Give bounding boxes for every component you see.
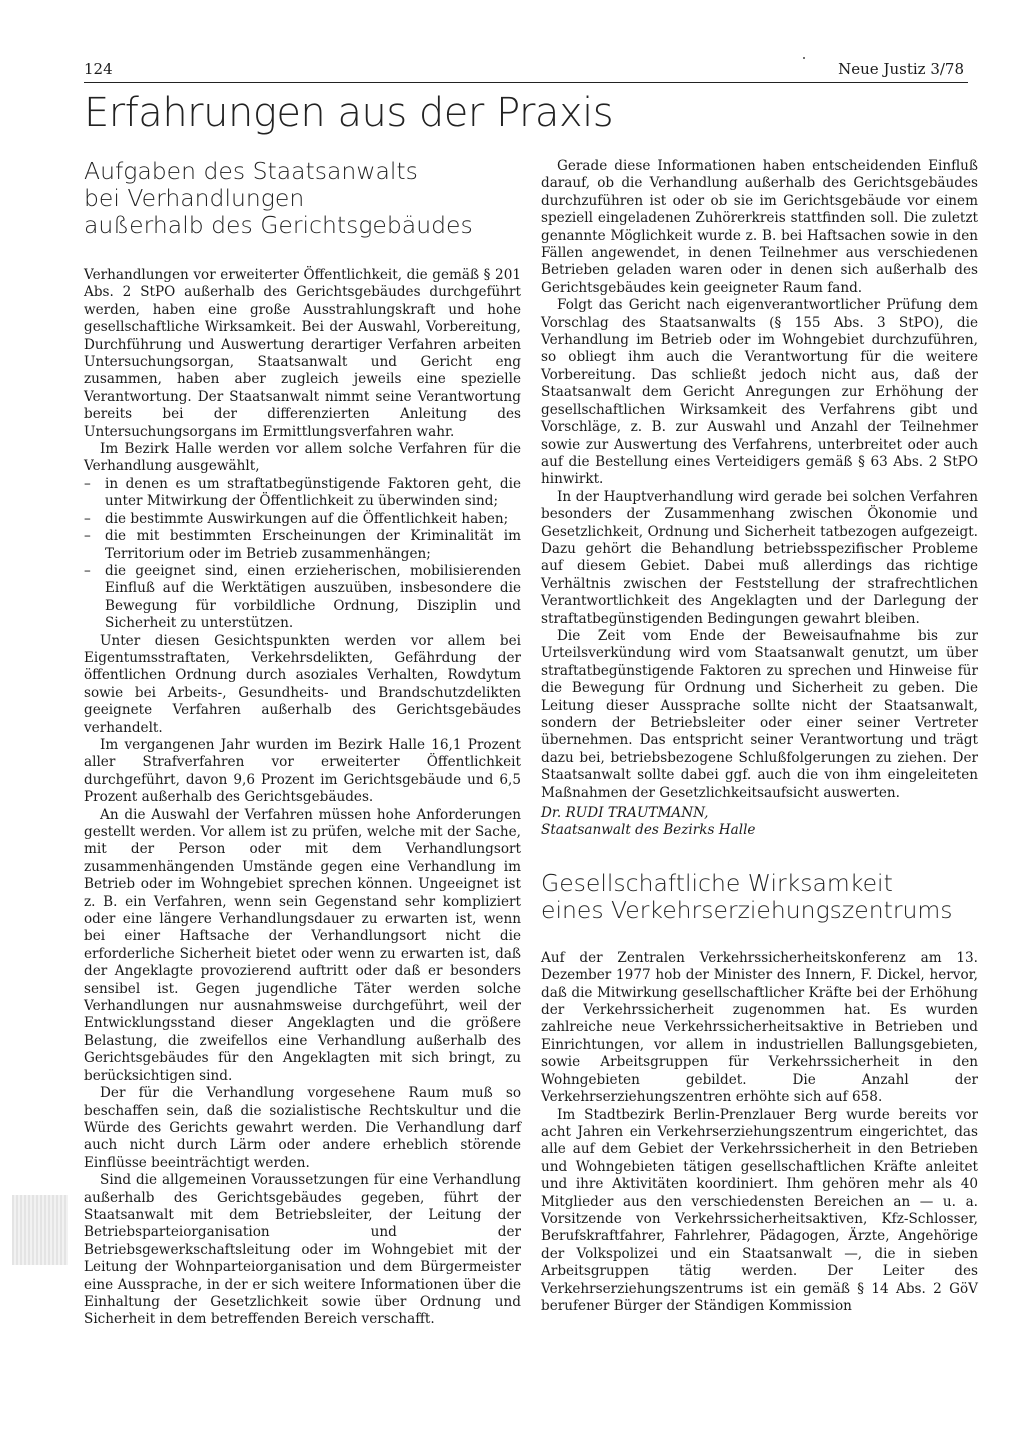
article1-paragraph: An die Auswahl der Verfahren müssen hohe Anforderungen gestellt werden. Vor allem ist zu prüfen, welche mit der Sache, mit der Person oder mit dem Verhandlungsort zusammenhängenden Umstände gegen eine Verhandlung im Betrieb oder im Wohngebiet sprechen können. Ungeeignet ist z. B. ein Verfahren, wenn sein Gegenstand sehr kompliziert oder eine längere Verhandlungsdauer zu erwarten ist, wenn bei einer Haftsache der Verhandlungsort nicht die erforderliche Sicherheit bietet oder wenn zu erwarten ist, daß der Angeklagte provozierend auftritt oder daß er besonders sensibel ist. Gegen jugendliche Täter werden solche Verhandlungen nur ausnahmsweise durchgeführt, weil der Entwicklungsstand dieser Angeklagten und die größere Belastung, die zweifellos eine Verhandlung außerhalb des Gerichtsgebäudes für den Angeklagten mit sich bringt, zu berücksichtigen sind. <box>84 806 521 1084</box>
article1-paragraph: Die Zeit vom Ende der Beweisaufnahme bis zur Urteilsverkündung wird vom Staatsanwalt genutzt, um über straftatbegünstigende Faktoren zu sprechen und Hinweise für die Bewegung für Ordnung und Sicherheit zu geben. Die Leitung dieser Aussprache sollte nicht der Staatsanwalt, sondern der Betriebsleiter oder einer seiner Vertreter übernehmen. Das entspricht seiner Verantwortung und trägt dazu bei, betriebsbezogene Schlußfolgerungen zu ziehen. Der Staatsanwalt sollte dabei ggf. auch die von ihm eingeleiteten Maßnahmen der Gesetzlichkeitsaufsicht auswerten. <box>541 627 978 801</box>
list-item: – in denen es um straftatbegünstigende Faktoren geht, die unter Mitwirkung der Öffentlichkeit zu überwinden sind; <box>84 476 521 511</box>
article1-paragraph: Gerade diese Informationen haben entscheidenden Einfluß darauf, ob die Verhandlung außerhalb des Gerichtsgebäudes durchzuführen ist oder ob sie im Gerichtsgebäude vor einem speziell eingeladenen Zuhörerkreis stattfinden soll. Die zuletzt genannte Möglichkeit wurde z. B. bei Haftsachen sowie in den Fällen angewendet, in denen Teilnehmer aus verschiedenen Betrieben geladen waren oder in denen sich außerhalb des Gerichtsgebäudes kein geeigneter Raum fand. <box>541 158 978 296</box>
print-speck <box>803 57 805 59</box>
author-name: Dr. RUDI TRAUTMANN, <box>541 805 709 822</box>
article1-title-line: außerhalb des Gerichtsgebäudes <box>84 211 473 239</box>
list-item: – die mit bestimmten Erscheinungen der Kriminalität im Territorium oder im Betrieb zusammenhängen; <box>84 528 521 563</box>
article1-paragraph: Unter diesen Gesichtspunkten werden vor allem bei Eigentumsstraftaten, Verkehrsdelikten, Gefährdung der öffentlichen Ordnung durch asoziales Verhalten, Rowdytum sowie bei Arbeits-, Gesundheits- und Brandschutzdelikten geeignete Verfahren außerhalb des Gerichtsgebäudes verhandelt. <box>84 632 521 736</box>
article2-paragraph: Auf der Zentralen Verkehrssicherheitskonferenz am 13. Dezember 1977 hob der Minister des Innern, F. Dickel, hervor, daß die Mitwirkung gesellschaftlicher Kräfte bei der Erhöhung der Verkehrssicherheit zugenommen hat. Es wurden zahlreiche neue Verkehrssicherheitsaktive in Betrieben und Einrichtungen, vor allem in industriellen Ballungsgebieten, sowie Arbeitsgruppen für Verkehrssicherheit in den Wohngebieten gebildet. Die Anzahl der Verkehrserziehungszentren erhöhte sich auf 658. <box>541 949 978 1106</box>
right-column <box>541 158 978 1315</box>
article2-title-line: eines Verkehrserziehungszentrums <box>541 895 953 924</box>
article2-title <box>541 870 978 924</box>
article1-paragraph: Verhandlungen vor erweiterter Öffentlichkeit, die gemäß § 201 Abs. 2 StPO außerhalb des Gerichtsgebäudes durchgeführt werden, haben eine große Ausstrahlungskraft und hohe gesellschaftliche Wirksamkeit. Bei der Auswahl, Vorbereitung, Durchführung und Auswertung derartiger Verfahren arbeiten Untersuchungsorgan, Staatsanwalt und Gericht eng zusammen, haben aber zugleich jeweils eine spezielle Verantwortung. Der Staatsanwalt nimmt seine Verantwortung bereits bei der differenzierten Anleitung des Untersuchungsorgans im Ermittlungsverfahren wahr. <box>84 267 521 440</box>
scan-artifact <box>12 1195 68 1265</box>
header-rule <box>84 82 968 83</box>
article1-paragraph: Der für die Verhandlung vorgesehene Raum muß so beschaffen sein, daß die sozialistische Rechtskultur und die Würde des Gerichts gewahrt werden. Die Verhandlung darf auch nicht durch Lärm oder andere erheblich störende Einflüsse beeinträchtigt werden. <box>84 1085 521 1171</box>
author-role: Staatsanwalt des Bezirks Halle <box>541 822 756 839</box>
article1-paragraph: Folgt das Gericht nach eigenverantwortlicher Prüfung dem Vorschlag des Staatsanwalts (§ 155 Abs. 3 StPO), die Verhandlung im Betrieb oder im Wohngebiet durchzuführen, so obliegt ihm auch die Verantwortung für die weitere Vorbereitung. Das schließt jedoch nicht aus, daß der Staatsanwalt dem Gericht Anregungen zur Erhöhung der gesellschaftlichen Wirksamkeit des Verfahrens gibt und Vorschläge, z. B. zur Auswahl und Anzahl der Teilnehmer sowie zur Auswertung des Verfahrens, unterbreitet oder auch auf die Bestellung eines Verteidigers gemäß § 63 Abs. 2 StPO hinwirkt. <box>541 297 978 488</box>
page-number: 124 <box>84 60 113 78</box>
article2-title-line: Gesellschaftliche Wirksamkeit <box>541 868 893 897</box>
journal-issue: Neue Justiz 3/78 <box>838 60 964 78</box>
criteria-list <box>84 476 521 633</box>
article1-paragraph: Im Bezirk Halle werden vor allem solche Verfahren für die Verhandlung ausgewählt, <box>84 441 521 475</box>
article1-title <box>84 158 521 239</box>
article1-title-line: Aufgaben des Staatsanwalts <box>84 157 418 185</box>
article2-paragraph: Im Stadtbezirk Berlin-Prenzlauer Berg wurde bereits vor acht Jahren ein Verkehrserziehungszentrum eingerichtet, das alle auf dem Gebiet der Verkehrssicherheit in den Betrieben und Wohngebieten tätigen gesellschaftlichen Kräfte anleitet und ihre Aktivitäten koordiniert. Ihm gehören mehr als 40 Mitglieder aus den verschiedensten Bereichen an — u. a. Vorsitzende von Verkehrssicherheitsaktiven, Kfz-Schlosser, Berufskraftfahrer, Fahrlehrer, Pädagogen, Ärzte, Angehörige der Volkspolizei und ein Staatsanwalt —, die in sieben Arbeitsgruppen tätig werden. Der Leiter des Verkehrserziehungszentrums ist ein gemäß § 14 Abs. 2 GöV berufener Bürger der Ständigen Kommission <box>541 1106 978 1314</box>
left-column <box>84 158 521 1329</box>
article1-paragraph: In der Hauptverhandlung wird gerade bei solchen Verfahren besonders der Zusammenhang zwischen Ökonomie und Gesetzlichkeit, Ordnung und Sicherheit tatbezogen aufgezeigt. Dazu gehört die Behandlung betriebsspezifischer Probleme auf diesem Gebiet. Dabei muß allerdings das richtige Verhältnis zwischen der Feststellung der strafrechtlichen Verantwortlichkeit des Angeklagten und der Darlegung der straftatbegünstigenden Bedingungen gewahrt bleiben. <box>541 488 978 627</box>
article1-paragraph: Sind die allgemeinen Voraussetzungen für eine Verhandlung außerhalb des Gerichtsgebäudes gegeben, führt der Staatsanwalt mit dem Betriebsleiter, der Leitung der Betriebsparteiorganisation und der Betriebsgewerkschaftsleitung oder im Wohngebiet mit der Leitung der Wohnparteiorganisation und dem Bürgermeister eine Aussprache, in der er sich weitere Informationen über die Einhaltung der Gesetzlichkeit sowie über Ordnung und Sicherheit in dem betreffenden Bereich verschafft. <box>84 1172 521 1328</box>
article1-paragraph: Im vergangenen Jahr wurden im Bezirk Halle 16,1 Prozent aller Strafverfahren vor erweiterter Öffentlichkeit durchgeführt, davon 9,6 Prozent im Gerichtsgebäude und 6,5 Prozent außerhalb des Gerichtsgebäudes. <box>84 736 521 806</box>
list-item: – die geeignet sind, einen erzieherischen, mobilisierenden Einfluß auf die Werktätigen auszuüben, insbesondere die Bewegung für vorbildliche Ordnung, Disziplin und Sicherheit zu unterstützen. <box>84 563 521 633</box>
article1-title-line: bei Verhandlungen <box>84 184 305 212</box>
list-item: – die bestimmte Auswirkungen auf die Öffentlichkeit haben; <box>84 511 521 528</box>
section-title: Erfahrungen aus der Praxis <box>84 90 614 136</box>
